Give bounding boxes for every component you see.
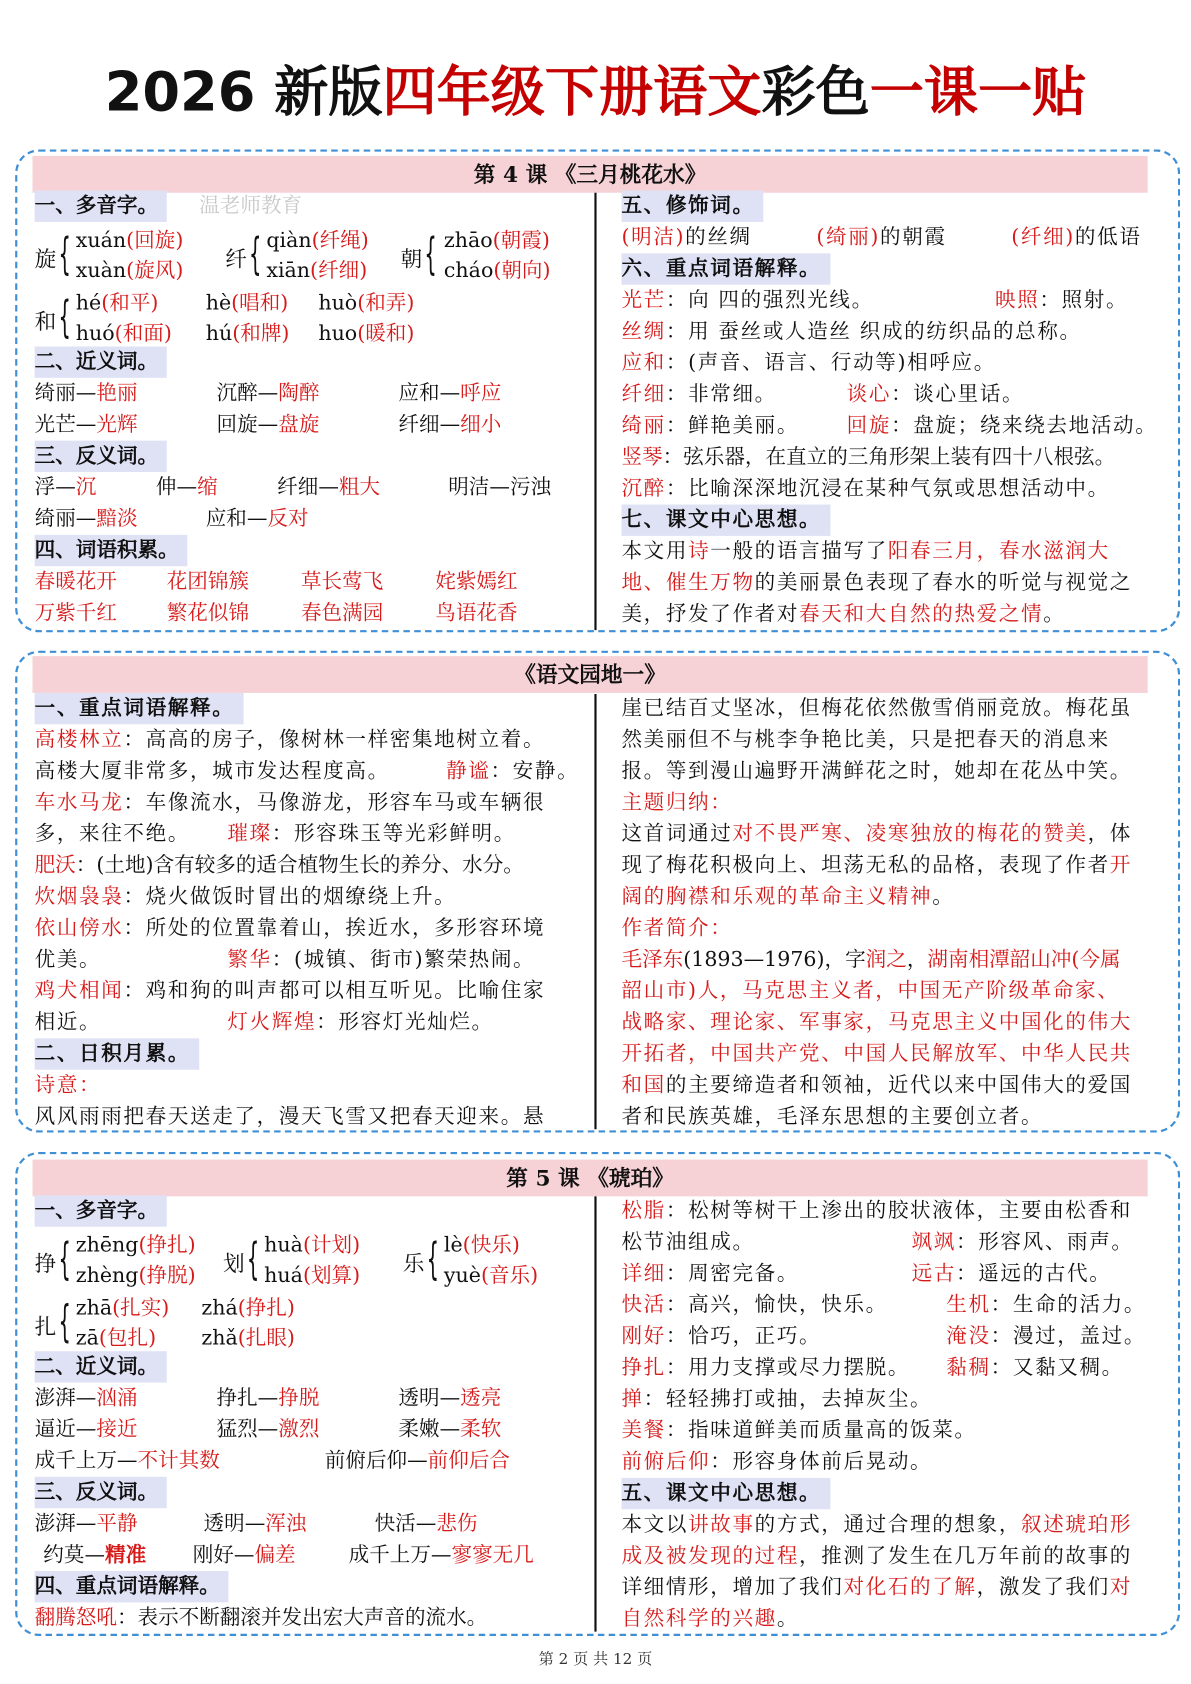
theme-line: 美，抒发了作者对春天和大自然的热爱之情。	[621, 601, 1066, 626]
author-line: 韶山市)人，马克思主义者，中国无产阶级革命家、	[621, 978, 1120, 1003]
keyword-row: 详细：周密完备。 远古：遥远的古代。	[621, 1261, 1112, 1286]
pinyin-line: qiàn(纤绳)	[266, 228, 369, 253]
heading-theme: 五、课文中心思想。	[621, 1478, 829, 1509]
keyword-row: 依山傍水：所处的位置靠着山，挨近水，多形容环境	[34, 915, 546, 940]
keyword-row: 快活：高兴，愉快，快乐。 生机：生命的活力。	[621, 1292, 1147, 1317]
keyword-row: 翻腾怒吼：表示不断翻滚并发出宏大声音的流水。	[34, 1605, 488, 1630]
keyword-row: 沉醉：比喻深深地沉浸在某种气氛或思想活动中。	[621, 476, 1110, 501]
title-part-color: 彩色	[761, 60, 870, 124]
theme-line: 成及被发现的过程，推测了发生在几万年前的故事的	[621, 1543, 1132, 1568]
brace-icon: {	[58, 292, 71, 343]
heading-theme: 七、课文中心思想。	[621, 505, 829, 536]
keyword-row: 松脂：松树等树干上渗出的胶状液体，主要由松香和	[621, 1198, 1132, 1223]
polyphone-char: 和	[34, 308, 57, 335]
theme-label: 主题归纳：	[621, 790, 733, 815]
keyword-row: 刚好：恰巧，正巧。 淹没：漫过，盖过。	[621, 1324, 1147, 1348]
heading-polyphones: 一、多音字。	[35, 191, 167, 222]
keyword-row: 挣扎：用力支撑或尽力摆脱。 黏稠：又黏又稠。	[621, 1355, 1124, 1380]
lesson5-right	[621, 1195, 1168, 1635]
poem-meaning-label: 诗意：	[34, 1072, 102, 1097]
polyphone-char: 挣	[34, 1250, 57, 1277]
divider	[594, 1196, 596, 1631]
theme-line: 自然科学的兴趣。	[621, 1606, 800, 1631]
brace-icon: {	[58, 1297, 71, 1347]
heading-modifiers: 五、修饰词。	[621, 191, 763, 222]
pinyin-line: huó(和面)	[75, 321, 172, 346]
heading-antonyms: 三、反义词。	[35, 1477, 167, 1508]
polyphone-char: 扎	[34, 1313, 57, 1340]
keyword-row: 光芒：向 四的强烈光线。 映照：照射。	[621, 287, 1129, 312]
pinyin-line: xuán(回旋)	[75, 228, 184, 253]
polyphone-char: 乐	[402, 1250, 425, 1277]
author-line: 毛泽东(1893—1976)，字润之，湖南相潭韶山冲(今属	[621, 947, 1121, 972]
idiom-row: 万紫千红 繁花似锦 春色满园 鸟语花香	[34, 600, 518, 625]
watermark: 温老师教育	[199, 193, 303, 218]
page-title	[0, 60, 1191, 125]
lesson5-left-lower	[35, 1351, 593, 1634]
lesson4-left	[35, 191, 593, 222]
polyphone-char: 朝	[400, 245, 423, 272]
polyphone-char: 旋	[34, 245, 57, 272]
keyword-row: 竖琴：弦乐器，在直立的三角形架上装有四十八根弦。	[621, 444, 1116, 469]
title-part-lesson: 一课一贴	[869, 60, 1087, 124]
title-part-grade: 四年级下册语文	[382, 60, 762, 124]
divider	[594, 694, 596, 1129]
keyword-row: 高楼林立：高高的房子，像树林一样密集地树立着。	[34, 727, 546, 752]
keyword-row: 炊烟袅袅：烧火做饭时冒出的烟缭绕上升。	[34, 884, 457, 909]
theme-line: 地、催生万物的美丽景色表现了春水的听觉与视觉之	[621, 570, 1132, 595]
brace-icon: {	[246, 1234, 260, 1285]
pinyin-line: xiān(纤细)	[266, 258, 368, 283]
theme-line: 这首词通过对不畏严寒、凌寒独放的梅花的赞美，体	[621, 821, 1133, 846]
lesson5-left	[35, 1195, 593, 1226]
author-label: 作者简介：	[621, 915, 733, 940]
pinyin-line: zā(包扎)	[75, 1326, 157, 1351]
pinyin-line: hè(唱和)	[205, 291, 289, 316]
synonym-row: 绮丽—艳丽 沉醉—陶醉 应和—呼应	[34, 381, 502, 405]
heading-keywords: 六、重点词语解释。	[621, 253, 829, 284]
keyword-row: 掸：轻轻拂打或抽，去掉灰尘。	[621, 1386, 933, 1411]
synonym-row: 逼近—接近 猛烈—激烈 柔嫩—柔软	[34, 1417, 502, 1442]
keyword-row: 纤细：非常细。 谈心：谈心里话。	[621, 382, 1025, 407]
poem-meaning-text: 风风雨雨把春天送走了，漫天飞雪又把春天迎来。悬	[34, 1104, 546, 1129]
theme-line: 本文用诗一般的语言描写了阳春三月，春水滋润大	[621, 539, 1110, 564]
heading-synonyms: 二、近义词。	[35, 1351, 167, 1382]
pinyin-line: lè(快乐)	[443, 1233, 520, 1258]
pinyin-line: huo(暖和)	[318, 321, 415, 346]
divider	[594, 193, 596, 630]
keyword-row: 肥沃：(土地)含有较多的适合植物生长的养分、水分。	[34, 853, 524, 877]
heading-accumulation: 四、词语积累。	[35, 535, 188, 566]
pinyin-line: hé(和平)	[75, 291, 159, 316]
keyword-row: 前俯后仰：形容身体前后晃动。	[621, 1449, 933, 1474]
pinyin-line: zhá(挣扎)	[201, 1295, 295, 1320]
heading-synonyms: 二、近义词。	[35, 346, 167, 377]
heading-accumulation: 二、日积月累。	[35, 1038, 199, 1069]
title-part-year: 2026 新版	[104, 60, 383, 124]
theme-line: 详细情形，增加了我们对化石的了解，激发了我们对	[621, 1575, 1133, 1600]
keyword-row: 多，来往不绝。 璀璨：形容珠玉等光彩鲜明。	[34, 821, 516, 846]
heading-keywords: 四、重点词语解释。	[35, 1571, 229, 1602]
page-number: 第 2 页 共 12 页	[538, 1651, 653, 1669]
modifier-row: (明洁)的丝绸 (绮丽)的朝霞 (纤细)的低语	[621, 225, 1142, 250]
heading-antonyms: 三、反义词。	[35, 441, 167, 472]
brace-icon: {	[424, 229, 437, 280]
pinyin-line: huà(计划)	[264, 1233, 361, 1258]
antonym-row: 浮—沉 伸—缩 纤细—粗大 明洁—污浊	[34, 475, 552, 500]
pinyin-line: xuàn(旋风)	[75, 258, 184, 283]
pinyin-line: zhā(扎实)	[75, 1295, 170, 1320]
polyphone-block	[35, 1227, 593, 1353]
heading-keywords: 一、重点词语解释。	[35, 693, 243, 724]
pinyin-line: huá(划算)	[264, 1263, 361, 1288]
keyword-row: 美餐：指味道鲜美而质量高的饭菜。	[621, 1418, 977, 1443]
pinyin-line: hú(和牌)	[205, 321, 290, 346]
pinyin-line: zhēng(挣扎)	[75, 1233, 196, 1258]
synonym-row: 成千上万—不计其数 前俯后仰—前仰后合	[34, 1448, 510, 1473]
heading-polyphones: 一、多音字。	[35, 1195, 167, 1226]
pinyin-line: zhèng(挣脱)	[75, 1263, 196, 1288]
brace-icon: {	[58, 1234, 71, 1285]
lesson5-title: 第 5 课 《琥珀》	[32, 1160, 1147, 1197]
keyword-row: 相近。 灯火辉煌：形容灯光灿烂。	[34, 1010, 494, 1034]
pinyin-line: yuè(音乐)	[443, 1263, 539, 1288]
keyword-row: 绮丽：鲜艳美丽。 回旋：盘旋；绕来绕去地活动。	[621, 413, 1158, 438]
keyword-row: 优美。 繁华：(城镇、街市)繁荣热闹。	[34, 947, 536, 972]
garden-left	[35, 693, 593, 1133]
brace-icon: {	[426, 1234, 439, 1285]
pinyin-line: zhāo(朝霞)	[443, 228, 550, 253]
theme-line: 本文以讲故事的方式，通过合理的想象，叙述琥珀形	[621, 1512, 1133, 1537]
pinyin-line: huò(和弄)	[318, 291, 415, 316]
keyword-row: 高楼大厦非常多，城市发达程度高。 静谧：安静。	[34, 758, 580, 783]
author-line: 和国的主要缔造者和领袖，近代以来中国伟大的爱国	[621, 1072, 1132, 1097]
lesson4-right	[621, 191, 1168, 631]
author-line: 战略家、理论家、军事家，马克思主义中国化的伟大	[621, 1010, 1132, 1034]
lesson4-left-lower	[35, 346, 593, 629]
brace-icon: {	[249, 229, 262, 280]
polyphone-block	[35, 222, 593, 348]
synonym-row: 光芒—光辉 回旋—盘旋 纤细—细小	[34, 412, 502, 437]
pinyin-line: cháo(朝向)	[443, 258, 551, 283]
polyphone-char: 划	[223, 1250, 245, 1277]
theme-line: 现了梅花积极向上、坦荡无私的品格，表现了作者开	[621, 853, 1132, 877]
keyword-row: 鸡犬相闻：鸡和狗的叫声都可以相互听见。比喻住家	[34, 978, 546, 1003]
garden-right	[621, 693, 1168, 1133]
antonym-row: 绮丽—黯淡 应和—反对	[34, 506, 309, 531]
antonym-row: 澎湃—平静 透明—浑浊 快活—悲伤	[34, 1511, 478, 1536]
keyword-row: 松节油组成。 飒飒：形容风、雨声。	[621, 1229, 1134, 1254]
keyword-row: 车水马龙：车像流水，马像游龙，形容车马或车辆很	[34, 790, 546, 815]
poem-meaning-text: 报。等到漫山遍野开满鲜花之时，她却在花丛中笑。	[621, 758, 1132, 783]
poem-meaning-text: 然美丽但不与桃李争艳比美，只是把春天的消息来	[621, 727, 1110, 752]
author-line: 开拓者，中国共产党、中国人民解放军、中华人民共	[621, 1041, 1132, 1066]
theme-line: 阔的胸襟和乐观的革命主义精神。	[621, 884, 955, 909]
synonym-row: 澎湃—汹涌 挣扎—挣脱 透明—透亮	[34, 1385, 502, 1410]
keyword-row: 应和：(声音、语言、行动等)相呼应。	[621, 350, 996, 375]
lesson4-title: 第 4 课 《三月桃花水》	[32, 156, 1147, 193]
garden-title: 《语文园地一》	[32, 656, 1147, 693]
brace-icon: {	[58, 229, 71, 280]
idiom-row: 春暖花开 花团锦簇 草长莺飞 姹紫嫣红	[34, 569, 518, 594]
keyword-row: 丝绸：用 蚕丝或人造丝 织成的纺织品的总称。	[621, 319, 1082, 344]
poem-meaning-text: 崖已结百丈坚冰，但梅花依然傲雪俏丽竞放。梅花虽	[621, 696, 1132, 720]
polyphone-char: 纤	[225, 245, 247, 272]
author-line: 者和民族英雄，毛泽东思想的主要创立者。	[621, 1104, 1044, 1129]
antonym-row: 约莫—精准 刚好—偏差 成千上万—寥寥无几	[43, 1542, 534, 1567]
pinyin-line: zhǎ(扎眼)	[201, 1326, 295, 1351]
